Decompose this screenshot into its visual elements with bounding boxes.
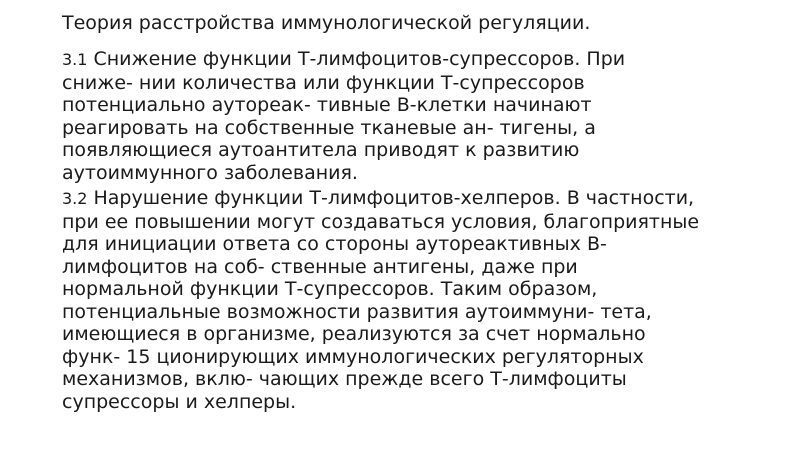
line-text: Нарушение функции Т-лимфоцитов-хелперов. В частности, [87, 187, 695, 209]
paragraph-line: лимфоцитов на соб- ственные антигены, даже при [62, 255, 578, 278]
paragraph-line: потенциальные возможности развития аутоиммуни- тета, [62, 300, 652, 323]
paragraph-line: сниже- нии количества или функции Т-супрессоров [62, 71, 585, 94]
paragraph-line: механизмов, вклю- чающих прежде всего Т-лимфоциты [62, 368, 627, 390]
paragraph-line: нормальной функции Т-супрессоров. Таким образом, [62, 278, 598, 300]
paragraph-line: функ- 15 ционирующих иммунологических регуляторных [62, 345, 644, 368]
paragraph-line: появляющиеся аутоантитела приводят к развитию [62, 139, 580, 161]
paragraph-line: реагировать на собственные тканевые ан- тигены, а [62, 116, 596, 139]
line-text: Снижение функции Т-лимфоцитов-супрессоров. При [87, 48, 626, 70]
paragraph-line [62, 187, 782, 211]
paragraph-3-1 [62, 48, 782, 184]
paragraph-line: супрессоры и хелперы. [62, 390, 297, 413]
paragraph-line: потенциально аутореак- тивные В-клетки начинают [62, 94, 592, 116]
paragraph-number: 3.1 [62, 50, 88, 69]
paragraph-line: при ее повышении могут создаваться условия, благоприятные [62, 210, 700, 233]
paragraph-line: аутоиммунного заболевания. [62, 161, 358, 184]
paragraph-line [62, 48, 782, 72]
paragraph-line: для инициации ответа со стороны аутореактивных В- [62, 233, 607, 255]
paragraph-line: имеющиеся в организме, реализуются за счет нормально [62, 323, 646, 345]
paragraph-number: 3.2 [62, 189, 88, 208]
slide-title: Теория расстройства иммунологической регуляции. [62, 12, 591, 34]
paragraph-3-2 [62, 187, 782, 413]
